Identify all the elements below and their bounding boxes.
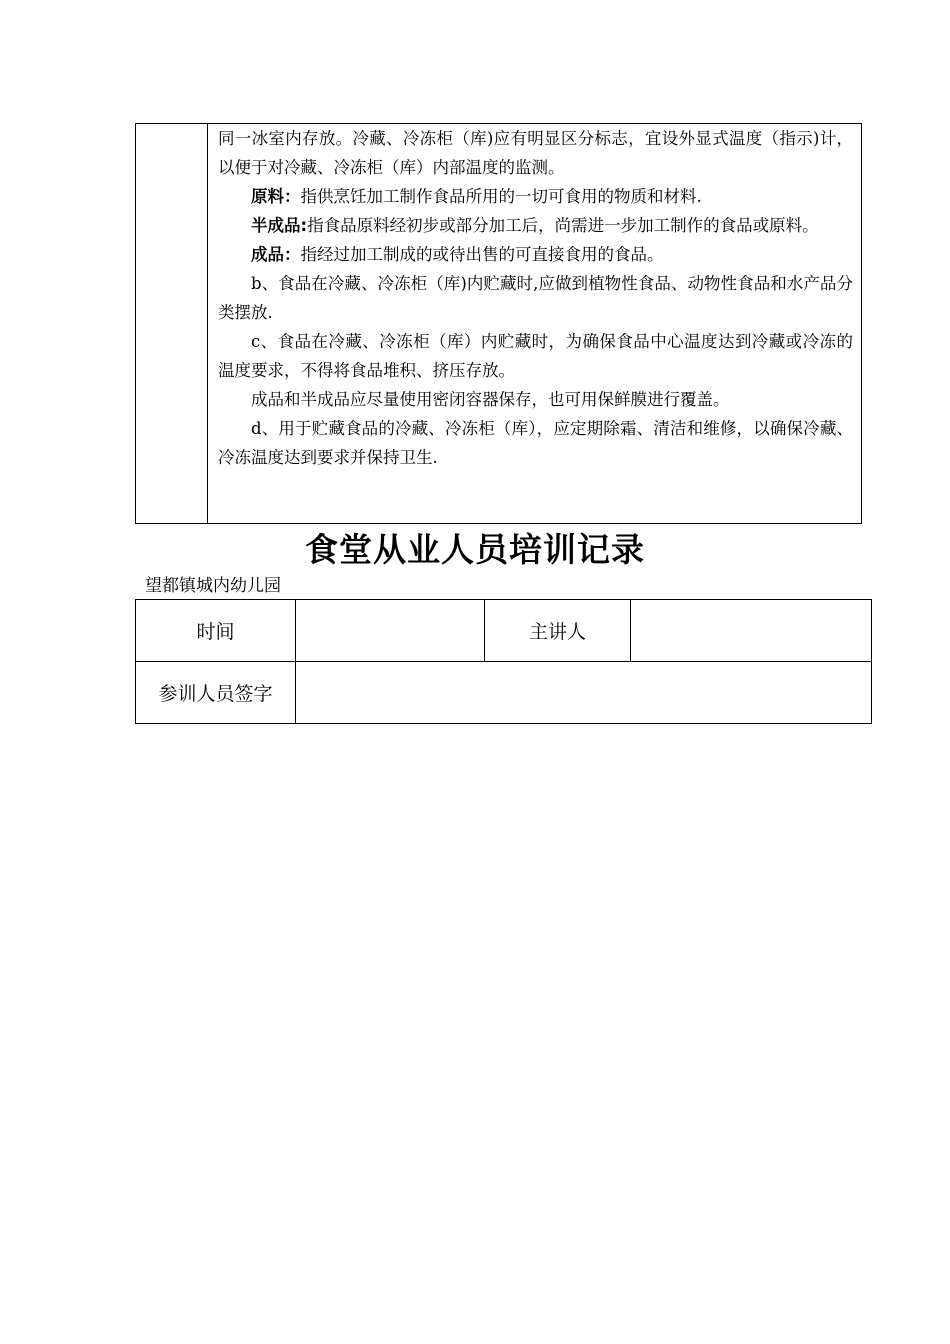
rules-paragraph: 成品和半成品应尽量使用密闭容器保存，也可用保鲜膜进行覆盖。 — [251, 390, 730, 409]
rules-paragraph: c、食品在冷藏、冷冻柜（库）内贮藏时，为确保食品中心温度达到冷藏或冷冻的温度要求，不得将食品堆积、挤压存放。 — [218, 332, 853, 380]
rules-paragraph: 原料：指供烹饪加工制作食品所用的一切可食用的物质和材料. — [251, 187, 702, 206]
lecturer-field[interactable] — [631, 600, 872, 662]
term-raw-material: 原料： — [251, 187, 301, 206]
organization-name: 望都镇城内幼儿园 — [145, 576, 281, 596]
rules-paragraph: d、用于贮藏食品的冷藏、冷冻柜（库），应定期除霜、清洁和维修，以确保冷藏、冷冻温度达到要求并保持卫生. — [218, 419, 853, 467]
rules-content-cell — [208, 124, 862, 524]
training-record-table — [135, 599, 872, 724]
storage-rules-table — [135, 123, 862, 524]
term-semi-finished: 半成品: — [251, 216, 308, 235]
lecturer-label: 主讲人 — [485, 600, 631, 662]
signature-field[interactable] — [296, 662, 872, 724]
time-label: 时间 — [136, 600, 296, 662]
signature-label: 参训人员签字 — [136, 662, 296, 724]
rules-paragraph: b、食品在冷藏、冷冻柜（库)内贮藏时,应做到植物性食品、动物性食品和水产品分类摆放. — [218, 274, 853, 322]
time-field[interactable] — [296, 600, 485, 662]
rules-paragraph: 同一冰室内存放。冷藏、冷冻柜（库)应有明显区分标志，宜设外显式温度（指示)计，以便于对冷藏、冷冻柜（库）内部温度的监测。 — [218, 129, 853, 177]
rules-left-column — [136, 124, 208, 524]
term-finished: 成品： — [251, 245, 301, 264]
page-title: 食堂从业人员培训记录 — [305, 530, 645, 569]
rules-paragraph: 成品：指经过加工制成的或待出售的可直接食用的食品。 — [251, 245, 664, 264]
rules-paragraph: 半成品:指食品原料经初步或部分加工后，尚需进一步加工制作的食品或原料。 — [251, 216, 819, 235]
